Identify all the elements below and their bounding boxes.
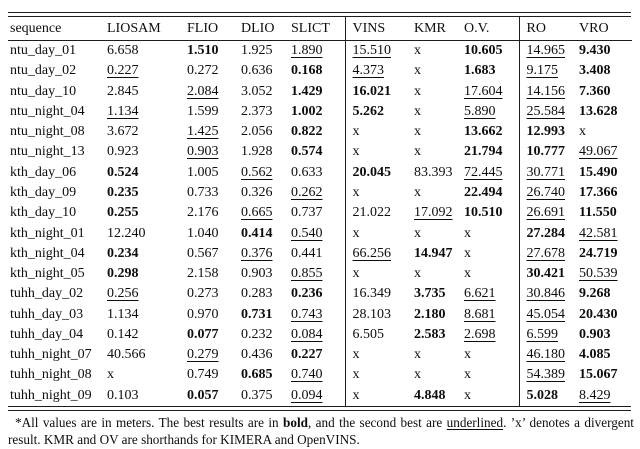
table-cell: 1.599 — [187, 103, 219, 119]
table-cell: x — [414, 266, 421, 282]
header-row — [8, 17, 632, 41]
table-cell: 4.373 — [345, 61, 412, 81]
table-cell: 0.733 — [187, 184, 219, 200]
table-cell: 6.621 — [464, 286, 496, 302]
table-cell: 2.084 — [187, 83, 219, 99]
table-cell: 15.490 — [579, 164, 618, 180]
table-cell: 1.425 — [187, 124, 219, 140]
table-cell: 0.737 — [291, 205, 323, 221]
table-cell: x — [414, 367, 421, 383]
table-cell: 0.574 — [291, 144, 323, 160]
table-cell: 7.360 — [579, 83, 611, 99]
column-header-ov: O.V. — [462, 17, 519, 41]
table-cell: 13.628 — [579, 103, 618, 119]
table-cell: 3.672 — [107, 124, 139, 140]
table-cell: 26.691 — [519, 203, 577, 223]
table-cell: 0.272 — [187, 63, 219, 79]
table-cell: x — [414, 144, 421, 160]
column-header-liosam: LIOSAM — [105, 17, 185, 41]
table-cell: 25.584 — [519, 102, 577, 122]
table-cell: 4.085 — [579, 347, 611, 363]
table-cell: 5.262 — [345, 102, 412, 122]
column-header-dlio: DLIO — [239, 17, 289, 41]
table-cell: 2.845 — [107, 83, 139, 99]
table-cell: x — [464, 245, 471, 261]
table-cell: 0.235 — [107, 184, 139, 200]
table-header — [8, 17, 632, 41]
column-header-slict: SLICT — [289, 17, 345, 41]
footnote-segment: , and the second best are — [307, 415, 447, 430]
table-cell: 0.665 — [241, 205, 273, 221]
table-cell: 9.430 — [579, 43, 611, 59]
table-cell: 4.848 — [414, 387, 446, 403]
table-cell: 8.681 — [464, 306, 496, 322]
table-cell: 0.749 — [187, 367, 219, 383]
column-header-ro: RO — [519, 17, 577, 41]
table-cell: 0.255 — [107, 205, 139, 221]
table-row — [8, 82, 632, 102]
table-cell: 3.408 — [579, 63, 611, 79]
table-cell: 21.794 — [464, 144, 503, 160]
row-label: ntu_night_04 — [10, 103, 85, 119]
table-cell: 11.550 — [579, 205, 617, 221]
table-bottom-rule — [8, 406, 631, 411]
table-cell: 0.273 — [187, 286, 219, 302]
column-header-vins: VINS — [345, 17, 412, 41]
table-cell: 0.375 — [241, 387, 273, 403]
table-cell: x — [464, 387, 471, 403]
column-header-kmr: KMR — [412, 17, 462, 41]
table-cell: x — [107, 367, 114, 383]
table-cell: 0.903 — [241, 266, 273, 282]
table-row — [8, 61, 632, 81]
table-body — [8, 41, 632, 406]
footnote-segment: . ’x’ denotes a divergent result. KMR and OV are shorthands for KIMERA and OpenVINS. — [8, 415, 634, 447]
table-cell: 26.740 — [519, 183, 577, 203]
table-cell: x — [414, 63, 421, 79]
table-row — [8, 122, 632, 142]
table-cell: 0.234 — [107, 245, 139, 261]
table-row — [8, 386, 632, 406]
table-row — [8, 264, 632, 284]
table-cell: 0.227 — [291, 347, 323, 363]
table-cell: 28.103 — [345, 304, 412, 324]
table-cell: 0.077 — [187, 326, 219, 342]
table-cell: 5.890 — [464, 103, 496, 119]
footnote-segment: *All values are in meters. The best results are in — [15, 415, 284, 430]
table-cell: x — [414, 103, 421, 119]
table-cell: 30.846 — [519, 284, 577, 304]
table-row — [8, 304, 632, 324]
row-label: ntu_day_10 — [10, 83, 77, 99]
table-cell: 3.735 — [414, 286, 446, 302]
results-table — [8, 17, 632, 406]
table-cell: x — [464, 347, 471, 363]
row-label: tuhh_night_07 — [10, 347, 92, 363]
table-cell: 1.005 — [187, 164, 219, 180]
footnote-segment: bold — [283, 415, 308, 430]
table-cell: 9.175 — [519, 61, 577, 81]
table-cell: 15.067 — [579, 367, 618, 383]
table-cell: x — [414, 347, 421, 363]
table-cell: 0.283 — [241, 286, 273, 302]
table-cell: 0.084 — [291, 326, 323, 342]
table-cell: 1.429 — [291, 83, 323, 99]
table-cell: 0.436 — [241, 347, 273, 363]
table-cell: 24.719 — [579, 245, 618, 261]
table-cell: 0.743 — [291, 306, 323, 322]
table-cell: 42.581 — [579, 225, 618, 241]
table-cell: 1.890 — [291, 43, 323, 59]
row-label: kth_day_06 — [10, 164, 77, 180]
table-row — [8, 142, 632, 162]
table-cell: x — [414, 43, 421, 59]
table-cell: 72.445 — [464, 164, 503, 180]
table-cell: 0.057 — [187, 387, 219, 403]
table-cell: 46.180 — [519, 345, 577, 365]
table-cell: 0.903 — [187, 144, 219, 160]
table-cell: 1.510 — [187, 43, 219, 59]
table-cell: x — [345, 223, 412, 243]
table-cell: 13.662 — [464, 124, 503, 140]
table-cell: 0.236 — [291, 286, 323, 302]
table-cell: x — [345, 365, 412, 385]
table-cell: 54.389 — [519, 365, 577, 385]
table-row — [8, 41, 632, 62]
table-cell: 0.168 — [291, 63, 323, 79]
table-cell: 2.583 — [414, 326, 446, 342]
table-cell: 27.678 — [519, 244, 577, 264]
table-cell: 0.567 — [187, 245, 219, 261]
table-cell: 0.822 — [291, 124, 323, 140]
table-cell: x — [464, 225, 471, 241]
table-cell: x — [579, 124, 586, 140]
table-cell: 0.441 — [291, 245, 323, 261]
table-cell: x — [345, 264, 412, 284]
table-cell: 2.158 — [187, 266, 219, 282]
table-cell: 0.633 — [291, 164, 323, 180]
table-cell: 9.268 — [579, 286, 611, 302]
table-cell: 6.505 — [345, 325, 412, 345]
table-cell: 0.326 — [241, 184, 273, 200]
table-cell: 0.227 — [107, 63, 139, 79]
table-cell: 0.685 — [241, 367, 273, 383]
table-cell: x — [345, 142, 412, 162]
table-cell: 0.636 — [241, 63, 273, 79]
row-label: tuhh_night_08 — [10, 367, 92, 383]
table-cell: 30.421 — [519, 264, 577, 284]
table-cell: 0.923 — [107, 144, 139, 160]
table-row — [8, 102, 632, 122]
table-row — [8, 325, 632, 345]
table-cell: 0.970 — [187, 306, 219, 322]
table-cell: 2.176 — [187, 205, 219, 221]
table-cell: 1.925 — [241, 43, 273, 59]
table-cell: 2.180 — [414, 306, 446, 322]
footnote-segment: underlined — [446, 415, 504, 430]
column-header-flio: FLIO — [185, 17, 239, 41]
table-cell: x — [414, 83, 421, 99]
table-cell: 0.094 — [291, 387, 323, 403]
table-cell: 0.540 — [291, 225, 323, 241]
table-cell: 1.002 — [291, 103, 323, 119]
row-label: kth_night_05 — [10, 266, 85, 282]
row-label: tuhh_night_09 — [10, 387, 92, 403]
table-row — [8, 365, 632, 385]
table-cell: 1.683 — [464, 63, 496, 79]
row-label: kth_night_04 — [10, 245, 85, 261]
table-cell: 0.376 — [241, 245, 273, 261]
table-cell: x — [414, 184, 421, 200]
column-header-vro: VRO — [577, 17, 632, 41]
table-cell: 10.605 — [464, 43, 503, 59]
table-footnote — [8, 414, 634, 448]
table-cell: 1.134 — [107, 103, 139, 119]
table-cell: x — [345, 345, 412, 365]
table-cell: 3.052 — [241, 83, 273, 99]
table-cell: 12.240 — [107, 225, 146, 241]
table-cell: 6.658 — [107, 43, 139, 59]
table-cell: 0.414 — [241, 225, 273, 241]
table-row — [8, 163, 632, 183]
row-label: kth_day_10 — [10, 205, 77, 221]
table-cell: x — [414, 225, 421, 241]
table-cell: 30.771 — [519, 163, 577, 183]
table-cell: 0.298 — [107, 266, 139, 282]
table-row — [8, 183, 632, 203]
table-cell: 17.092 — [414, 205, 453, 221]
table-cell: 20.430 — [579, 306, 618, 322]
table-cell: 22.494 — [464, 184, 503, 200]
table-row — [8, 284, 632, 304]
table-cell: 49.067 — [579, 144, 618, 160]
table-cell: 0.740 — [291, 367, 323, 383]
table-cell: 17.604 — [464, 83, 503, 99]
table-cell: 2.373 — [241, 103, 273, 119]
row-label: tuhh_day_04 — [10, 326, 84, 342]
row-label: kth_day_09 — [10, 184, 77, 200]
table-row — [8, 244, 632, 264]
table-cell: 15.510 — [345, 41, 412, 62]
table-cell: 0.103 — [107, 387, 139, 403]
table-cell: x — [464, 367, 471, 383]
table-cell: 10.777 — [519, 142, 577, 162]
table-cell: 0.256 — [107, 286, 139, 302]
table-cell: 0.855 — [291, 266, 323, 282]
table-cell: 0.142 — [107, 326, 139, 342]
row-label: ntu_night_08 — [10, 124, 85, 140]
table-cell: 0.562 — [241, 164, 273, 180]
table-cell: 0.232 — [241, 326, 273, 342]
table-cell: 14.947 — [414, 245, 453, 261]
table-cell: 8.429 — [579, 387, 611, 403]
table-cell: 6.599 — [519, 325, 577, 345]
table-cell: 0.731 — [241, 306, 273, 322]
table-cell: x — [345, 386, 412, 406]
table-cell: 1.040 — [187, 225, 219, 241]
row-label: ntu_day_01 — [10, 43, 77, 59]
table-row — [8, 345, 632, 365]
table-cell: 27.284 — [519, 223, 577, 243]
row-label: kth_night_01 — [10, 225, 85, 241]
table-cell: 0.262 — [291, 184, 323, 200]
table-cell: 2.056 — [241, 124, 273, 140]
table-cell: 0.903 — [579, 326, 611, 342]
table-row — [8, 223, 632, 243]
table-cell: 21.022 — [345, 203, 412, 223]
table-cell: 16.349 — [345, 284, 412, 304]
table-cell: 1.928 — [241, 144, 273, 160]
row-label: ntu_day_02 — [10, 63, 77, 79]
table-cell: 50.539 — [579, 266, 618, 282]
table-cell: 16.021 — [345, 82, 412, 102]
table-cell: 10.510 — [464, 205, 503, 221]
table-cell: 45.054 — [519, 304, 577, 324]
table-cell: x — [345, 122, 412, 142]
table-cell: 14.156 — [519, 82, 577, 102]
table-cell: 40.566 — [107, 347, 146, 363]
table-cell: 5.028 — [519, 386, 577, 406]
table-cell: 2.698 — [464, 326, 496, 342]
column-header-sequence: sequence — [8, 17, 105, 41]
table-cell: 1.134 — [107, 306, 139, 322]
table-cell: 83.393 — [414, 164, 453, 180]
table-cell: x — [345, 183, 412, 203]
row-label: tuhh_day_03 — [10, 306, 84, 322]
table-cell: 66.256 — [345, 244, 412, 264]
row-label: tuhh_day_02 — [10, 286, 84, 302]
table-row — [8, 203, 632, 223]
table-cell: x — [414, 124, 421, 140]
table-cell: 0.279 — [187, 347, 219, 363]
table-cell: 20.045 — [345, 163, 412, 183]
table-cell: x — [464, 266, 471, 282]
table-cell: 14.965 — [519, 41, 577, 62]
table-cell: 0.524 — [107, 164, 139, 180]
row-label: ntu_night_13 — [10, 144, 85, 160]
table-cell: 12.993 — [519, 122, 577, 142]
table-cell: 17.366 — [579, 184, 618, 200]
